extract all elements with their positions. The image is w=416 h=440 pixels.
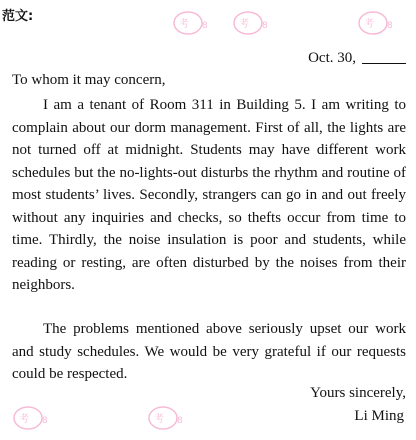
watermark-logo-icon [170,8,226,38]
svg-text:8: 8 [387,21,393,31]
svg-text:8: 8 [177,416,183,426]
watermark-logo-icon [10,403,66,433]
body-paragraph-2: The problems mentioned above seriously upset our work and study schedules. We would be very grateful if our requests could be respected. [12,321,406,382]
svg-text:考: 考 [364,19,374,30]
watermark-logo-icon [145,403,201,433]
svg-text:考: 考 [239,19,249,30]
year-blank [362,63,406,64]
watermark-logo-icon [230,8,286,38]
salutation: To whom it may concern, [12,72,166,88]
body-paragraph-1: I am a tenant of Room 311 in Building 5. I am writing to complain about our dorm management. First of all, the lights are not turned off at midnight. Students may have different work schedules but the no-lights-out disturbs the rhythm and routine of most students’ lives. Secondly, strangers can go in and out freely without any inquiries and checks, so thefts occur from time to time. Thirdly, the noise insulation is poor and students, while reading or resting, are often disturbed by the noises from their neighbors. [12,97,406,293]
watermark-logo-icon [355,8,411,38]
svg-text:8: 8 [42,416,48,426]
signature: Li Ming [354,407,404,424]
svg-text:8: 8 [262,21,268,31]
svg-text:8: 8 [202,21,208,31]
svg-text:考: 考 [179,19,189,30]
letter-closing [310,382,406,427]
letter-date [308,50,406,67]
date-text: Oct. 30, [308,50,356,66]
svg-text:考: 考 [19,414,29,425]
svg-text:考: 考 [154,414,164,425]
model-essay-heading: 范文: [2,9,34,24]
closing-phrase: Yours sincerely, [310,385,406,401]
